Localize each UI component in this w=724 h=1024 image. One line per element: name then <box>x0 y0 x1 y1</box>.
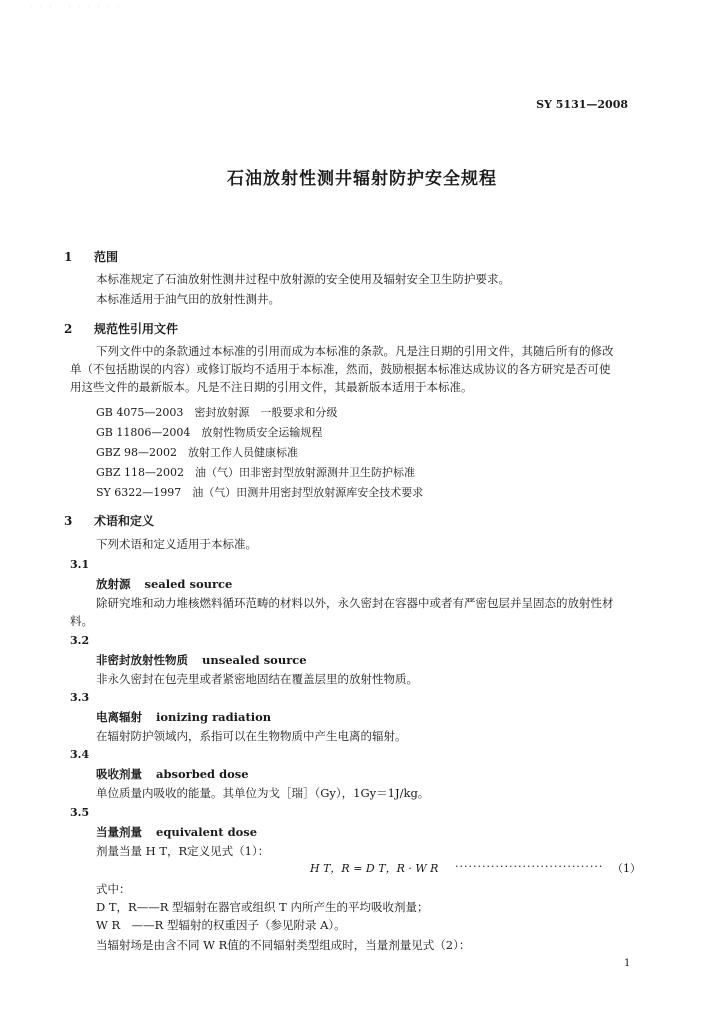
term-heading <box>96 766 249 782</box>
term-definition: 非永久密封在包壳里或者紧密地固结在覆盖层里的放射性物质。 <box>96 672 418 686</box>
term-number: 3.3 <box>70 691 90 704</box>
term-heading <box>96 652 307 668</box>
paragraph: 下列文件中的条款通过本标准的引用而成为本标准的条款。凡是注日期的引用文件，其随后所有的修改单（不包括勘误的内容）或修订版均不适用于本标准，然而，鼓励根据本标准达成协议的各方研究是否可使用这些文件的最新版本。凡是不注日期的引用文件，其最新版本适用于本标准。 <box>70 344 614 394</box>
term-number: 3.2 <box>70 634 90 647</box>
term-en: unsealed source <box>202 653 307 667</box>
reference-item: GBZ 118—2002 油（气）田非密封型放射源测井卫生防护标准 <box>96 466 415 479</box>
section-title: 规范性引用文件 <box>94 322 179 336</box>
section-heading <box>64 320 178 337</box>
section-title: 术语和定义 <box>94 514 155 528</box>
term-cn: 电离辐射 <box>96 710 142 724</box>
section-heading <box>64 248 118 265</box>
term-en: ionizing radiation <box>156 710 272 724</box>
reference-item: GB 4075—2003 密封放射源 一般要求和分级 <box>96 406 338 419</box>
equation-leader: ································· <box>455 860 604 873</box>
section-number: 1 <box>64 250 73 264</box>
term-definition: 剂量当量 H T，R定义见式（1）： <box>96 844 270 858</box>
term-definition: 单位质量内吸收的能量。其单位为戈［瑞］（Gy），1Gy＝1J/kg。 <box>96 786 430 800</box>
term-number: 3.5 <box>70 806 90 819</box>
page-number: 1 <box>624 958 631 969</box>
term-cn: 当量剂量 <box>96 825 142 839</box>
equation: H T，R = D T，R · W R <box>310 862 439 875</box>
term-definition: 除研究堆和动力堆核燃料循环范畴的材料以外，永久密封在容器中或者有严密包层并呈固态的放射性材料。 <box>70 596 614 628</box>
paragraph: 本标准适用于油气田的放射性测井。 <box>96 292 280 306</box>
section-number: 2 <box>64 322 73 336</box>
where-item: D T，R——R 型辐射在器官或组织 T 内所产生的平均吸收剂量； <box>96 900 429 914</box>
term-en: absorbed dose <box>156 767 249 781</box>
standard-code: SY 5131—2008 <box>536 98 628 111</box>
term-heading <box>96 824 257 840</box>
term-en: equivalent dose <box>156 825 258 839</box>
document-title: 石油放射性测井辐射防护安全规程 <box>227 169 497 189</box>
term-number: 3.1 <box>70 558 90 571</box>
term-cn: 放射源 <box>96 577 131 591</box>
scan-artifact: · · · · · · · · · <box>30 4 123 11</box>
term-heading <box>96 576 232 592</box>
section-number: 3 <box>64 514 73 528</box>
where-item: W R ——R 型辐射的权重因子（参见附录 A）。 <box>96 918 346 932</box>
paragraph: 当辐射场是由含不同 W R值的不同辐射类型组成时，当量剂量见式（2）： <box>96 938 471 952</box>
term-cn: 吸收剂量 <box>96 767 142 781</box>
term-number: 3.4 <box>70 748 90 761</box>
term-definition: 在辐射防护领域内，系指可以在生物物质中产生电离的辐射。 <box>96 729 407 743</box>
section-title: 范围 <box>94 250 119 264</box>
term-cn: 非密封放射性物质 <box>96 653 188 667</box>
reference-item: SY 6322—1997 油（气）田测井用密封型放射源库安全技术要求 <box>96 486 424 499</box>
equation-number: （1） <box>612 862 641 875</box>
paragraph: 下列术语和定义适用于本标准。 <box>96 537 257 551</box>
reference-item: GB 11806—2004 放射性物质安全运输规程 <box>96 426 323 439</box>
paragraph: 本标准规定了石油放射性测井过程中放射源的安全使用及辐射安全卫生防护要求。 <box>96 272 510 286</box>
term-heading <box>96 709 271 725</box>
reference-item: GBZ 98—2002 放射工作人员健康标准 <box>96 446 299 459</box>
section-heading <box>64 512 154 529</box>
where-label: 式中： <box>96 882 131 896</box>
term-en: sealed source <box>144 577 233 591</box>
